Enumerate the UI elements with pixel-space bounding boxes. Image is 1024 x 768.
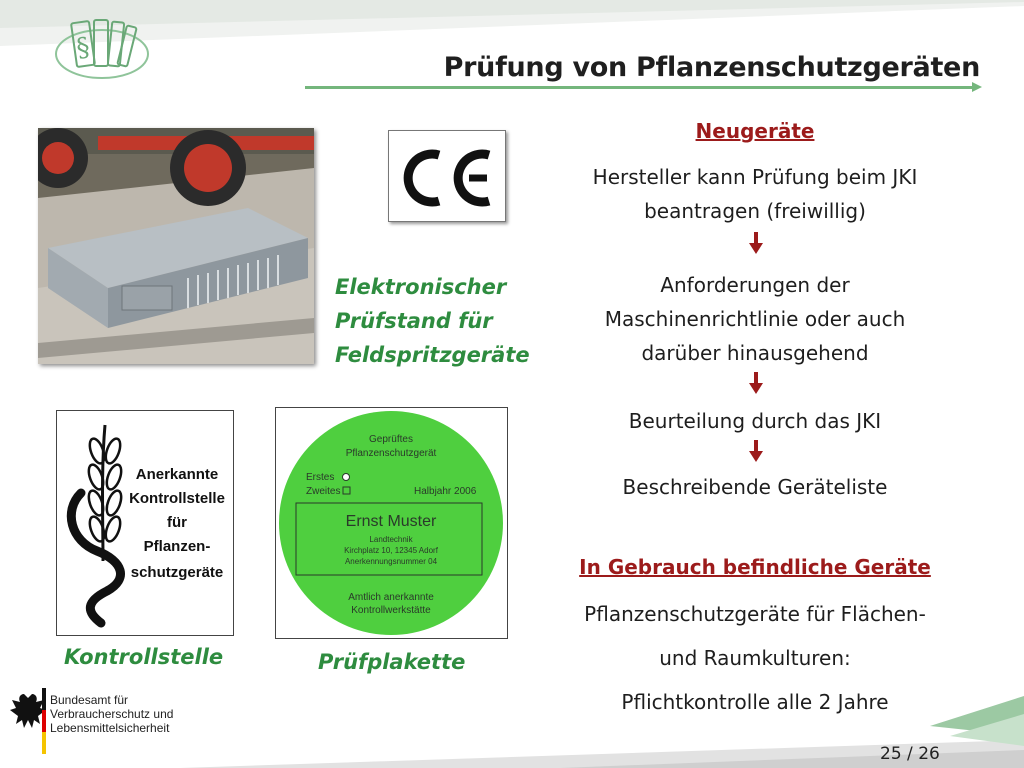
title-underline	[305, 86, 977, 89]
caption-line: Elektronischer	[335, 275, 507, 299]
used-devices-heading: In Gebrauch befindliche Geräte	[579, 555, 931, 579]
plakette-text: Kontrollwerkstätte	[351, 605, 431, 616]
text-line: und Raumkulturen:	[659, 646, 851, 670]
corner-accent	[930, 696, 1024, 746]
law-books-icon	[52, 12, 152, 82]
plakette-text: Zweites	[306, 486, 341, 497]
text-line: Hersteller kann Prüfung beim JKI	[592, 165, 918, 189]
plakette-text: Landtechnik	[369, 535, 413, 544]
text-line: Maschinenrichtlinie oder auch	[604, 307, 906, 331]
kontrollstelle-caption: Kontrollstelle	[64, 645, 224, 669]
step-assessment: Beurteilung durch das JKI	[628, 409, 882, 433]
down-arrow-icon	[749, 232, 763, 254]
stamp-line: Pflanzen-	[143, 538, 211, 555]
down-arrow-icon	[749, 372, 763, 394]
svg-text:§: §	[74, 32, 92, 64]
down-arrow-icon	[749, 440, 763, 462]
plakette-text: Kirchplatz 10, 12345 Adorf	[344, 546, 438, 555]
stamp-line: für	[167, 514, 187, 531]
step-requirements	[545, 268, 965, 370]
agency-line: Bundesamt für	[50, 693, 129, 707]
agency-line: Lebensmittelsicherheit	[50, 721, 170, 735]
ce-mark-box	[388, 130, 506, 222]
total-pages: 26	[918, 744, 940, 764]
plakette-text: Geprüftes	[369, 434, 413, 445]
page-separator: /	[907, 744, 913, 764]
pruefplakette-sticker	[275, 407, 508, 639]
text-line: darüber hinausgehend	[641, 341, 869, 365]
page-title: Prüfung von Pflanzenschutzgeräten	[443, 52, 980, 83]
plakette-text: Erstes	[306, 472, 335, 483]
stamp-line: schutzgeräte	[130, 564, 224, 581]
ce-mark-icon	[389, 131, 505, 221]
step-manufacturer	[545, 160, 965, 228]
stamp-line: Anerkannte	[135, 466, 219, 483]
plakette-name: Ernst Muster	[345, 513, 437, 530]
pruefplakette-caption: Prüfplakette	[318, 650, 466, 674]
stamp-line: Kontrollstelle	[129, 490, 225, 507]
plakette-text: Pflanzenschutzgerät	[345, 448, 437, 459]
text-line: Pflichtkontrolle alle 2 Jahre	[621, 690, 889, 714]
text-line: beantragen (freiwillig)	[644, 199, 866, 223]
used-devices-text	[545, 592, 965, 724]
caption-line: Feldspritzgeräte	[335, 343, 530, 367]
text-line: Anforderungen der	[660, 273, 850, 297]
page-number	[880, 744, 940, 764]
text-line: Pflanzenschutzgeräte für Flächen-	[584, 602, 926, 626]
header-band	[0, 0, 1024, 60]
footer-band	[0, 740, 1024, 768]
test-stand-caption	[335, 270, 530, 372]
wheat-ear-icon	[86, 425, 124, 561]
new-devices-heading: Neugeräte	[695, 119, 815, 143]
caption-line: Prüfstand für	[335, 309, 493, 333]
agency-line: Verbraucherschutz und	[50, 707, 174, 721]
plakette-text: Halbjahr 2006	[414, 486, 477, 497]
kontrollstelle-stamp	[56, 410, 234, 636]
plakette-text: Anerkennungsnummer 04	[344, 557, 438, 566]
test-stand-photo	[38, 128, 314, 364]
agency-name	[50, 693, 173, 735]
title-arrow-icon	[972, 82, 982, 92]
plakette-text: Amtlich anerkannte	[348, 592, 434, 603]
current-page: 25	[880, 744, 902, 764]
step-device-list: Beschreibende Geräteliste	[622, 475, 888, 499]
